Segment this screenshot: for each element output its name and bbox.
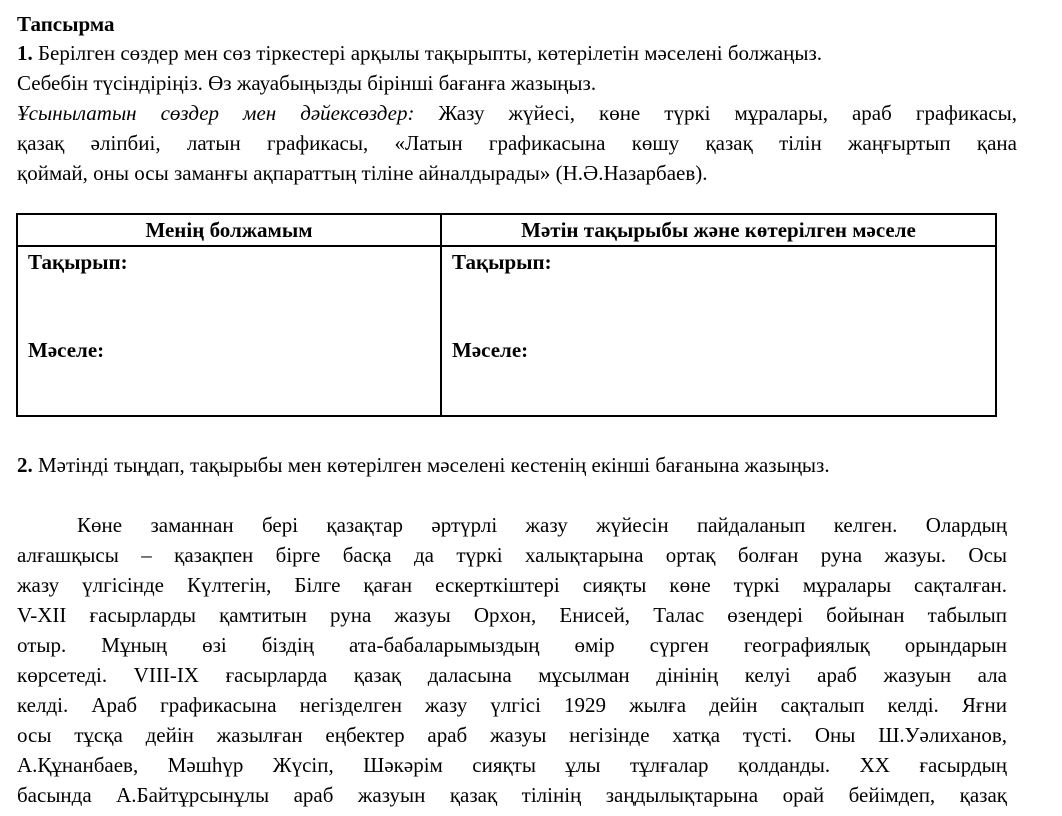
task1-number: 1. bbox=[17, 41, 33, 65]
table-header-text-topic: Мәтін тақырыбы және көтерілген мәселе bbox=[441, 214, 996, 246]
answer-table bbox=[16, 213, 997, 417]
task1-line4: қазақ әліпбиі, латын графикасы, «Латын графикасына көшу қазақ тілін жаңғыртып қана bbox=[17, 131, 1017, 155]
passage-line: көрсетеді. VIII-IX ғасырларда қазақ даласына мұсылман дінінің келуі араб жазуын ала bbox=[17, 663, 1007, 687]
text-topic-cell[interactable] bbox=[441, 246, 996, 416]
task-section bbox=[17, 10, 1017, 188]
col1-topic-label: Тақырып: bbox=[28, 250, 128, 274]
passage bbox=[17, 510, 1007, 810]
suggested-words-label: Ұсынылатын сөздер мен дәйексөздер: bbox=[17, 101, 415, 125]
passage-line: жазу үлгісінде Күлтегін, Білге қаған ескерткіштері сияқты көне түркі мұралары сақталған. bbox=[17, 573, 1007, 597]
task2-text: Мәтінді тыңдап, тақырыбы мен көтерілген мәселені кестенің екінші бағанына жазыңыз. bbox=[38, 453, 830, 477]
task2-number: 2. bbox=[17, 453, 33, 477]
passage-line: осы тұсқа дейін жазылған еңбектер араб жазуы негізінде хатқа түсті. Оны Ш.Уәлиханов, bbox=[17, 723, 1007, 747]
task1-line5: қоймай, оны осы заманғы ақпараттың тіліне айналдырады» (Н.Ә.Назарбаев). bbox=[17, 161, 708, 185]
col1-issue-label: Мәселе: bbox=[28, 338, 105, 362]
my-prediction-cell[interactable] bbox=[17, 246, 441, 416]
passage-line: отыр. Мұның өзі біздің ата-бабаларымыздың өмір сүрген географиялық орындарын bbox=[17, 633, 1007, 657]
col2-topic-label: Тақырып: bbox=[452, 250, 552, 274]
passage-line: V-XII ғасырларды қамтитын руна жазуы Орхон, Енисей, Талас өзендері бойынан табылып bbox=[17, 603, 1007, 627]
passage-line: Көне заманнан бері қазақтар әртүрлі жазу жүйесін пайдаланып келген. Олардың bbox=[77, 513, 1007, 537]
col2-issue-label: Мәселе: bbox=[452, 338, 529, 362]
suggested-words-text: Жазу жүйесі, көне түркі мұралары, араб графикасы, bbox=[438, 101, 1018, 125]
task1-line1 bbox=[17, 38, 1017, 68]
task1-line3 bbox=[17, 98, 1017, 128]
task2-line bbox=[17, 450, 1017, 480]
task1-line2: Себебін түсіндіріңіз. Өз жауабыңызды бірінші бағанға жазыңыз. bbox=[17, 71, 597, 95]
task1-line1-text: Берілген сөздер мен сөз тіркестері арқылы тақырыпты, көтерілетін мәселені болжаңыз. bbox=[38, 41, 822, 65]
passage-line: А.Құнанбаев, Мәшһүр Жүсіп, Шәкәрім сияқты ұлы тұлғалар қолданды. XX ғасырдың bbox=[17, 753, 1007, 777]
passage-line: басында А.Байтұрсынұлы араб жазуын қазақ тілінің заңдылықтарына орай бейімдеп, қазақ bbox=[17, 783, 1007, 807]
passage-line: келді. Араб графикасына негізделген жазу үлгісі 1929 жылға дейін сақталып келді. Яғни bbox=[17, 693, 1007, 717]
passage-line: алғашқысы – қазақпен бірге басқа да түркі халықтарына ортақ болған руна жазуы. Осы bbox=[17, 543, 1007, 567]
table-header-my-prediction: Менің болжамым bbox=[17, 214, 441, 246]
task-heading: Тапсырма bbox=[17, 12, 115, 36]
